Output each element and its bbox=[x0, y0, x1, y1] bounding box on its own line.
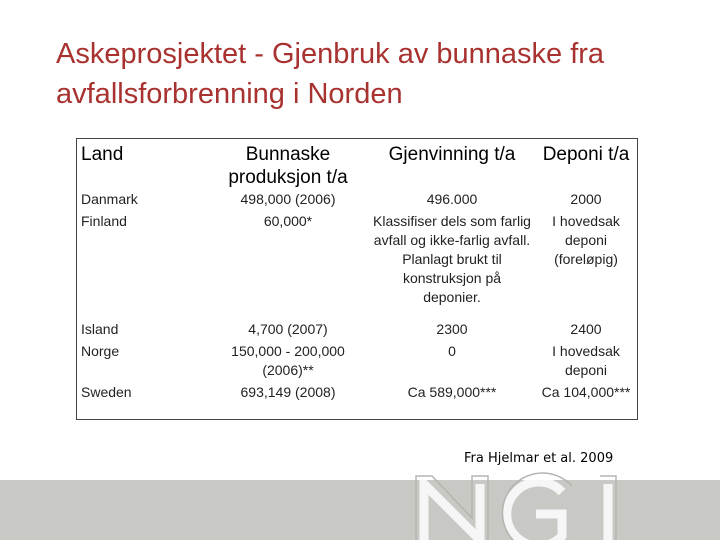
cell-landfill: I hovedsak deponi (foreløpig) bbox=[552, 213, 620, 267]
cell-landfill: I hovedsak deponi bbox=[552, 343, 620, 378]
cell-production: 498,000 (2006) bbox=[240, 191, 336, 207]
cell-recycling: Klassifiser dels som farlig avfall og ikke-farlig avfall. Planlagt brukt til konstruksjon på deponier. bbox=[373, 213, 531, 305]
table-row bbox=[77, 382, 639, 404]
ngi-logo bbox=[412, 470, 662, 540]
cell-production: 693,149 (2008) bbox=[240, 384, 336, 400]
cell-production: 150,000 - 200,000 (2006)** bbox=[231, 343, 345, 378]
cell-recycling: 0 bbox=[448, 343, 456, 359]
cell-landfill: 2400 bbox=[570, 321, 602, 337]
cell-recycling: Ca 589,000*** bbox=[407, 384, 497, 400]
table-header-row bbox=[77, 139, 639, 189]
table-row bbox=[77, 319, 639, 341]
table-row bbox=[77, 341, 639, 382]
cell-country: Island bbox=[81, 321, 119, 337]
header-land: Land bbox=[81, 144, 124, 165]
slide-title: Askeprosjektet - Gjenbruk av bunnaske fra avfallsforbrenning i Norden bbox=[56, 38, 605, 110]
cell-production: 4,700 (2007) bbox=[248, 321, 328, 337]
cell-landfill: 2000 bbox=[570, 191, 602, 207]
table-row bbox=[77, 211, 639, 319]
cell-recycling: 496.000 bbox=[426, 191, 478, 207]
table-row bbox=[77, 189, 639, 211]
cell-recycling: 2300 bbox=[436, 321, 468, 337]
cell-country: Norge bbox=[81, 343, 120, 359]
data-table-frame bbox=[76, 138, 638, 420]
header-recycling: Gjenvinning t/a bbox=[388, 144, 516, 165]
source-citation: Fra Hjelmar et al. 2009 bbox=[464, 451, 614, 466]
header-production: Bunnaske produksjon t/a bbox=[228, 144, 348, 188]
cell-country: Sweden bbox=[81, 384, 132, 400]
cell-country: Finland bbox=[81, 213, 127, 229]
cell-production: 60,000* bbox=[263, 213, 313, 229]
bottom-ash-table bbox=[77, 139, 639, 404]
cell-country: Danmark bbox=[81, 191, 138, 207]
cell-landfill: Ca 104,000*** bbox=[541, 384, 631, 400]
header-landfill: Deponi t/a bbox=[542, 144, 630, 165]
